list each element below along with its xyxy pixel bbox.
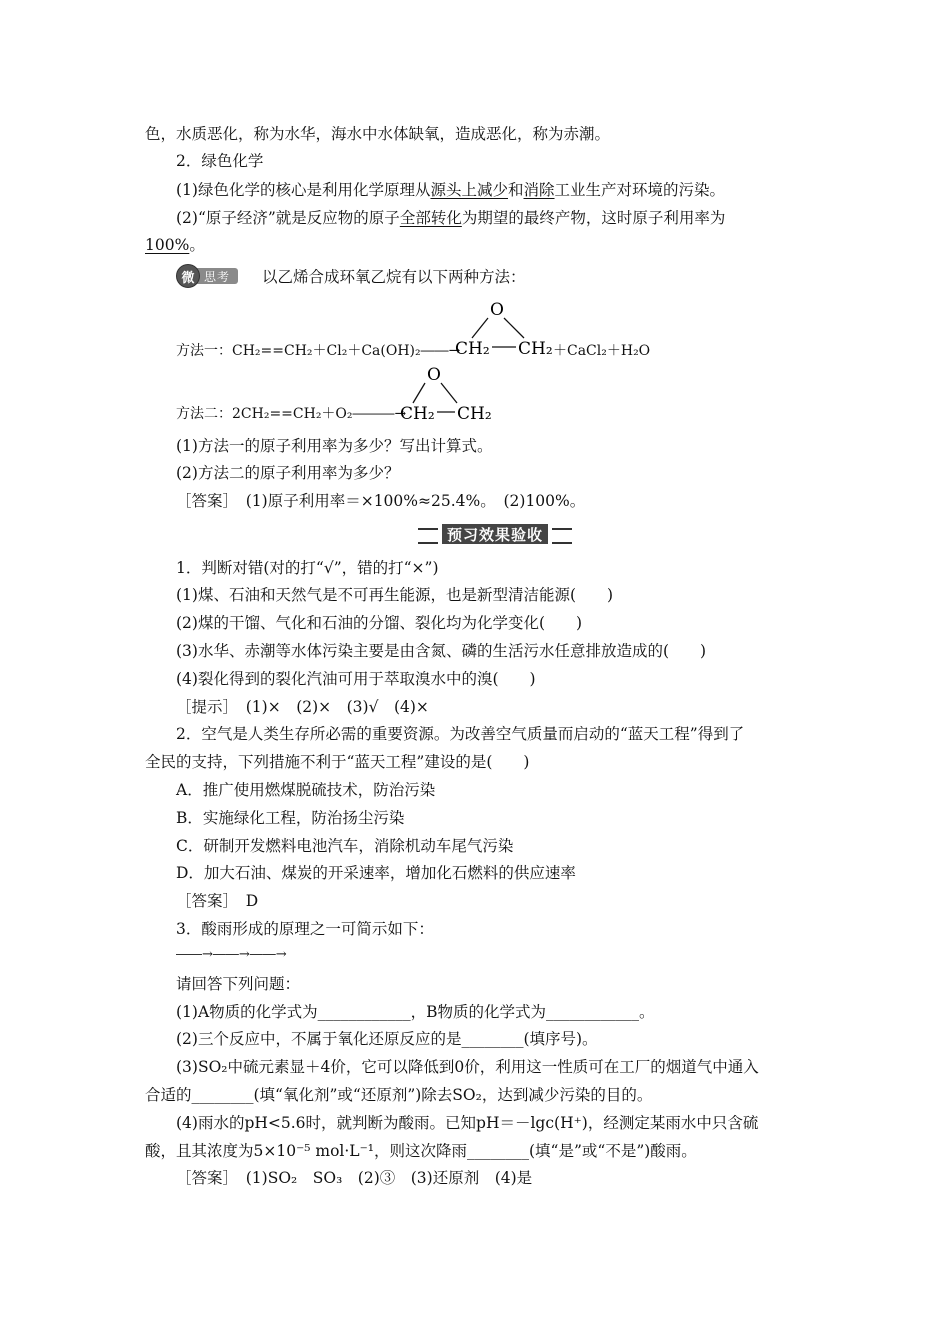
exercise-2-option: B．实施绿化工程，防治扬尘污染: [176, 809, 405, 827]
exercise-3-title: 3．酸雨形成的原理之一可简示如下：: [176, 920, 434, 938]
exercise-2-stem: 2．空气是人类生存所必需的重要资源。为改善空气质量而启动的“蓝天工程”得到了: [176, 725, 745, 743]
badge-label: 思考: [194, 268, 238, 284]
oxygen-atom: O: [427, 365, 441, 385]
header-rule-right: [552, 528, 572, 544]
exercise-1-item: (4)裂化得到的裂化汽油可用于萃取溴水中的溴( ): [176, 670, 536, 688]
text-segment: (1)绿色化学的核心是利用化学原理从: [176, 181, 431, 199]
text-segment: 工业生产对环境的污染。: [554, 181, 726, 199]
bond-line: [413, 383, 425, 403]
underlined-term: 消除: [523, 181, 555, 199]
ch2-right: CH₂: [518, 339, 553, 359]
exercise-3-answer: ［答案］ (1)SO₂ SO₃ (2)③ (3)还原剂 (4)是: [176, 1169, 533, 1187]
ch2-right: CH₂: [457, 404, 492, 424]
exercise-1-item: (1)煤、石油和天然气是不可再生能源，也是新型清洁能源( ): [176, 586, 614, 604]
epoxide-structure-2: [397, 363, 507, 425]
exercise-2-option: D．加大石油、煤炭的开采速率，增加化石燃料的供应速率: [176, 864, 576, 882]
heading-green-chemistry: 2．绿色化学: [176, 152, 264, 170]
header-rule-left: [418, 528, 438, 544]
oxygen-atom: O: [490, 300, 504, 320]
method-2: [176, 404, 406, 424]
think-answer: ［答案］ (1)原子利用率＝×100%≈25.4%。 (2)100%。: [176, 492, 586, 510]
method-label: 方法二：: [176, 406, 232, 422]
text-segment: 和: [507, 181, 524, 199]
paragraph-core: [176, 180, 725, 200]
ch2-left: CH₂: [400, 404, 435, 424]
exercise-3-q4-cont: 酸，且其浓度为5×10⁻⁵ mol·L⁻¹，则这次降雨________(填“是”或“不是”)酸雨。: [145, 1142, 697, 1160]
reactants: 2CH₂==CH₂＋O₂: [232, 406, 353, 422]
section-title: 预习效果验收: [442, 524, 548, 544]
exercise-1-item: (3)水华、赤潮等水体污染主要是由含氮、磷的生活污水任意排放造成的( ): [176, 642, 707, 660]
method-1: [176, 341, 460, 361]
text-segment: 。: [189, 236, 205, 254]
epoxide-structure-1: [452, 298, 562, 360]
ch2-left: CH₂: [455, 339, 490, 359]
exercise-1-hint: ［提示］ (1)× (2)× (3)√ (4)×: [176, 698, 429, 716]
exercise-3-q3-cont: 合适的________(填“氧化剂”或“还原剂”)除去SO₂，达到减少污染的目的。: [145, 1086, 653, 1104]
bond-line: [504, 318, 524, 338]
text-segment: (2)“原子经济”就是反应物的原子: [176, 209, 400, 227]
think-q1: (1)方法一的原子利用率为多少？写出计算式。: [176, 437, 493, 455]
exercise-3-q3: (3)SO₂中硫元素显＋4价，它可以降低到0价，利用这一性质可在工厂的烟道气中通入: [176, 1058, 759, 1076]
exercise-1-title: 1．判断对错(对的打“√”，错的打“×”): [176, 559, 439, 577]
exercise-2-stem-cont: 全民的支持，下列措施不利于“蓝天工程”建设的是( ): [145, 753, 530, 771]
exercise-3-prompt: 请回答下列问题：: [176, 975, 301, 993]
reactants: CH₂==CH₂＋Cl₂＋Ca(OH)₂: [232, 343, 421, 359]
method-1-products: ＋CaCl₂＋H₂O: [553, 343, 651, 359]
bond-line: [472, 318, 488, 338]
bond-line: [441, 383, 457, 403]
text-segment: 为期望的最终产物，这时原子利用率为: [461, 209, 726, 227]
paragraph-atom-economy: [176, 208, 725, 228]
badge-circle: 微: [176, 264, 200, 288]
think-badge: [176, 265, 238, 287]
think-question: 以乙烯合成环氧乙烷有以下两种方法：: [262, 268, 526, 286]
think-q2: (2)方法二的原子利用率为多少？: [176, 464, 400, 482]
exercise-3-q2: (2)三个反应中，不属于氧化还原反应的是________(填序号)。: [176, 1030, 598, 1048]
exercise-1-item: (2)煤的干馏、气化和石油的分馏、裂化均为化学变化( ): [176, 614, 583, 632]
underlined-term: 源头上减少: [430, 181, 508, 199]
arrow: ―――→: [352, 406, 407, 422]
exercise-3-q4: (4)雨水的pH<5.6时，就判断为酸雨。已知pH＝－lgc(H⁺)，经测定某雨水中只含硫: [176, 1114, 759, 1132]
exercise-2-option: A．推广使用燃煤脱硫技术，防治污染: [176, 781, 436, 799]
underlined-term: 全部转化: [399, 209, 462, 227]
paragraph-atom-economy-cont: [145, 235, 205, 255]
exercise-2-answer: ［答案］ D: [176, 892, 259, 910]
exercise-2-option: C．研制开发燃料电池汽车，消除机动车尾气污染: [176, 837, 514, 855]
underlined-term: 100%: [145, 236, 190, 254]
arrow: ――→: [420, 343, 461, 359]
intro-line: 色，水质恶化，称为水华，海水中水体缺氧，造成恶化，称为赤潮。: [145, 125, 611, 143]
exercise-3-scheme: ――→――→――→: [176, 947, 287, 962]
method-label: 方法一：: [176, 343, 232, 359]
exercise-3-q1: (1)A物质的化学式为____________，B物质的化学式为____________。: [176, 1003, 655, 1021]
section-header: [418, 523, 572, 547]
